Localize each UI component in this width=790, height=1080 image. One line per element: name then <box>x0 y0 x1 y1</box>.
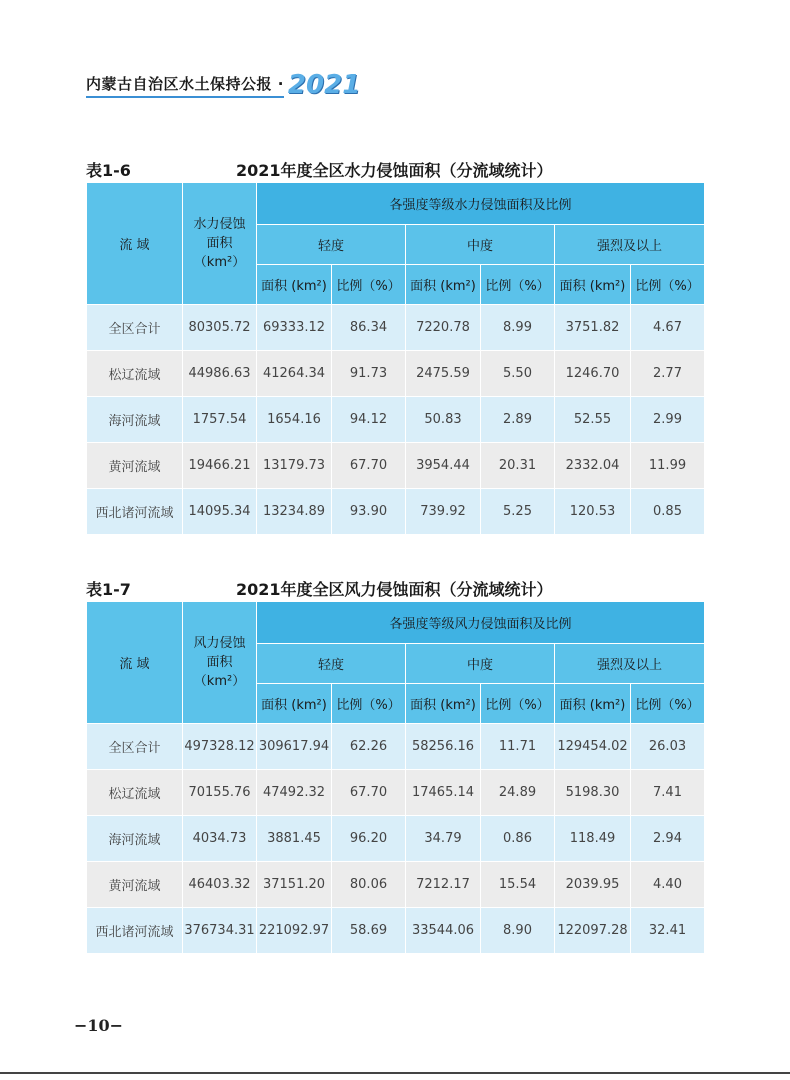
page-number: −10− <box>74 1016 124 1035</box>
table-cell: 739.92 <box>406 489 481 535</box>
table-cell: 0.85 <box>631 489 705 535</box>
table-cell-region: 西北诸河流域 <box>87 908 183 954</box>
table-cell: 4.67 <box>631 305 705 351</box>
table-cell: 2039.95 <box>555 862 631 908</box>
table2-header-area: 面积 (km²) <box>406 684 481 724</box>
report-header <box>86 72 360 98</box>
table-row <box>87 862 705 908</box>
table-cell-region: 黄河流域 <box>87 862 183 908</box>
table-cell: 8.90 <box>481 908 555 954</box>
table-cell-region: 松辽流域 <box>87 351 183 397</box>
table1-header-area: 面积 (km²) <box>406 265 481 305</box>
table2-number: 表1-7 <box>86 580 131 599</box>
table-cell: 0.86 <box>481 816 555 862</box>
table1-header-area: 面积 (km²) <box>555 265 631 305</box>
table-cell: 2475.59 <box>406 351 481 397</box>
table-cell: 37151.20 <box>257 862 332 908</box>
table-cell: 1654.16 <box>257 397 332 443</box>
table-cell: 5.50 <box>481 351 555 397</box>
table-cell: 309617.94 <box>257 724 332 770</box>
table-cell: 5.25 <box>481 489 555 535</box>
table-cell: 2.94 <box>631 816 705 862</box>
table-cell: 1246.70 <box>555 351 631 397</box>
table-cell: 91.73 <box>332 351 406 397</box>
table-cell: 47492.32 <box>257 770 332 816</box>
table-cell: 17465.14 <box>406 770 481 816</box>
table-cell: 80.06 <box>332 862 406 908</box>
table-cell: 52.55 <box>555 397 631 443</box>
table-cell: 221092.97 <box>257 908 332 954</box>
table2-wind-erosion <box>86 601 705 954</box>
table-cell: 58256.16 <box>406 724 481 770</box>
table2-header-ratio: 比例（%） <box>481 684 555 724</box>
table-cell: 20.31 <box>481 443 555 489</box>
table-cell: 8.99 <box>481 305 555 351</box>
table-cell: 11.99 <box>631 443 705 489</box>
table-cell: 41264.34 <box>257 351 332 397</box>
table-cell: 69333.12 <box>257 305 332 351</box>
table-cell: 497328.12 <box>183 724 257 770</box>
table-cell-region: 松辽流域 <box>87 770 183 816</box>
table1-header-region: 流 域 <box>87 183 183 305</box>
report-title: 内蒙古自治区水土保持公报 · <box>86 73 284 98</box>
table-cell: 15.54 <box>481 862 555 908</box>
table-cell: 13234.89 <box>257 489 332 535</box>
table-cell: 96.20 <box>332 816 406 862</box>
table2-header-ratio: 比例（%） <box>332 684 406 724</box>
report-year: 2021 <box>287 70 361 100</box>
table-cell: 7220.78 <box>406 305 481 351</box>
table2-header-level-moderate: 中度 <box>406 644 555 684</box>
table-cell: 67.70 <box>332 770 406 816</box>
table1-caption <box>86 158 704 180</box>
table1-number: 表1-6 <box>86 161 131 180</box>
table2-header-ratio: 比例（%） <box>631 684 705 724</box>
table-cell: 70155.76 <box>183 770 257 816</box>
table-cell: 62.26 <box>332 724 406 770</box>
table1-header-level-moderate: 中度 <box>406 225 555 265</box>
table2-header-area: 面积 (km²) <box>555 684 631 724</box>
table-cell: 19466.21 <box>183 443 257 489</box>
table-cell: 2332.04 <box>555 443 631 489</box>
table-cell: 4.40 <box>631 862 705 908</box>
table-cell: 94.12 <box>332 397 406 443</box>
table-cell: 13179.73 <box>257 443 332 489</box>
table2-caption <box>86 577 704 599</box>
table-row <box>87 305 705 351</box>
table-cell: 7.41 <box>631 770 705 816</box>
table-cell: 24.89 <box>481 770 555 816</box>
table-cell: 33544.06 <box>406 908 481 954</box>
table1-header-level-light: 轻度 <box>257 225 406 265</box>
table-cell: 3881.45 <box>257 816 332 862</box>
table1-header-ratio: 比例（%） <box>332 265 406 305</box>
table1-title: 2021年度全区水力侵蚀面积（分流域统计） <box>236 161 553 180</box>
table-cell-region: 全区合计 <box>87 305 183 351</box>
table-cell-region: 海河流域 <box>87 397 183 443</box>
table-cell: 1757.54 <box>183 397 257 443</box>
table-cell: 118.49 <box>555 816 631 862</box>
table-cell: 44986.63 <box>183 351 257 397</box>
table-cell: 4034.73 <box>183 816 257 862</box>
table-row <box>87 397 705 443</box>
table-cell: 5198.30 <box>555 770 631 816</box>
table-row <box>87 816 705 862</box>
table-cell-region: 西北诸河流域 <box>87 489 183 535</box>
table1-header-group: 各强度等级水力侵蚀面积及比例 <box>257 183 705 225</box>
table2-header-total: 风力侵蚀面积（km²） <box>183 602 257 724</box>
table-cell: 2.89 <box>481 397 555 443</box>
table-cell: 34.79 <box>406 816 481 862</box>
table-cell: 11.71 <box>481 724 555 770</box>
table-cell: 80305.72 <box>183 305 257 351</box>
table-cell: 58.69 <box>332 908 406 954</box>
table-cell: 129454.02 <box>555 724 631 770</box>
table2-header-group: 各强度等级风力侵蚀面积及比例 <box>257 602 705 644</box>
table-cell: 67.70 <box>332 443 406 489</box>
table-cell: 26.03 <box>631 724 705 770</box>
table-row <box>87 489 705 535</box>
table2-header-area: 面积 (km²) <box>257 684 332 724</box>
table-cell: 376734.31 <box>183 908 257 954</box>
table-row <box>87 908 705 954</box>
table-cell-region: 黄河流域 <box>87 443 183 489</box>
table-cell: 2.99 <box>631 397 705 443</box>
table-cell: 14095.34 <box>183 489 257 535</box>
table-row <box>87 724 705 770</box>
table-cell-region: 海河流域 <box>87 816 183 862</box>
table1-water-erosion <box>86 182 705 535</box>
table-row <box>87 443 705 489</box>
table-cell: 32.41 <box>631 908 705 954</box>
table-cell: 46403.32 <box>183 862 257 908</box>
table1-header-ratio: 比例（%） <box>631 265 705 305</box>
table1-header-total: 水力侵蚀面积（km²） <box>183 183 257 305</box>
bottom-divider <box>0 1072 790 1074</box>
table1-header-area: 面积 (km²) <box>257 265 332 305</box>
table2-header-level-light: 轻度 <box>257 644 406 684</box>
table-cell-region: 全区合计 <box>87 724 183 770</box>
table1-header-ratio: 比例（%） <box>481 265 555 305</box>
table-cell: 7212.17 <box>406 862 481 908</box>
table-cell: 2.77 <box>631 351 705 397</box>
table-row <box>87 351 705 397</box>
table-cell: 3751.82 <box>555 305 631 351</box>
table-cell: 93.90 <box>332 489 406 535</box>
table-cell: 122097.28 <box>555 908 631 954</box>
table-row <box>87 770 705 816</box>
table-cell: 3954.44 <box>406 443 481 489</box>
table-cell: 120.53 <box>555 489 631 535</box>
table2-title: 2021年度全区风力侵蚀面积（分流域统计） <box>236 580 553 599</box>
table2-header-region: 流 域 <box>87 602 183 724</box>
table-cell: 86.34 <box>332 305 406 351</box>
table1-header-level-severe: 强烈及以上 <box>555 225 705 265</box>
table-cell: 50.83 <box>406 397 481 443</box>
table2-header-level-severe: 强烈及以上 <box>555 644 705 684</box>
